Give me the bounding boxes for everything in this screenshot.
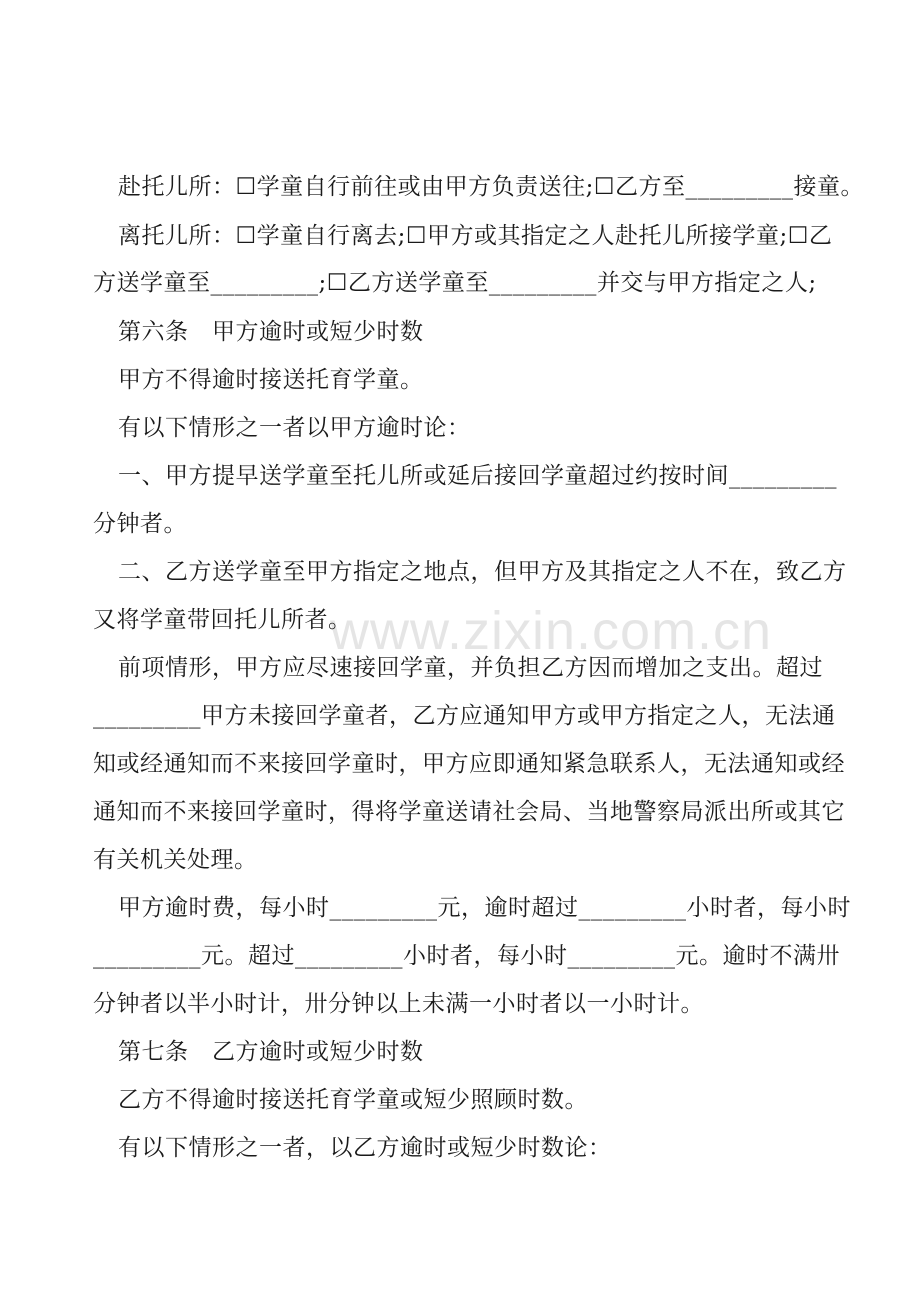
text-line: 一、甲方提早送学童至托儿所或延后接回学童超过约按时间_________ bbox=[118, 463, 837, 489]
section-heading: 第七条 乙方逾时或短少时数 bbox=[118, 1039, 424, 1065]
text-line: 又将学童带回托儿所者。 bbox=[93, 607, 352, 633]
text-line: 离托儿所：☐学童自行离去;☐甲方或其指定之人赴托儿所接学童;☐乙 bbox=[118, 223, 833, 249]
text-line: 分钟者以半小时计，卅分钟以上未满一小时者以一小时计。 bbox=[93, 991, 704, 1017]
watermark: www.zixin.com.cn bbox=[330, 601, 773, 661]
text-line: 方送学童至_________;☐乙方送学童至_________并交与甲方指定之人; bbox=[93, 270, 817, 296]
text-line: _________甲方未接回学童者，乙方应通知甲方或甲方指定之人，无法通 bbox=[93, 703, 836, 729]
text-line: _________元。超过_________小时者，每小时_________元。逾时不满卅 bbox=[93, 943, 840, 969]
text-line: 通知而不来接回学童时，得将学童送请社会局、当地警察局派出所或其它 bbox=[93, 799, 845, 825]
text-line: 赴托儿所：☐学童自行前往或由甲方负责送往;☐乙方至_________接童。 bbox=[118, 174, 864, 200]
text-line: 乙方不得逾时接送托育学童或短少照顾时数。 bbox=[118, 1087, 588, 1113]
text-line: 有关机关处理。 bbox=[93, 847, 258, 873]
text-line: 有以下情形之一者，以乙方逾时或短少时数论： bbox=[118, 1135, 612, 1161]
text-line: 甲方逾时费，每小时_________元，逾时超过_________小时者，每小时 bbox=[118, 895, 851, 921]
text-line: 有以下情形之一者以甲方逾时论： bbox=[118, 415, 471, 441]
section-heading: 第六条 甲方逾时或短少时数 bbox=[118, 319, 424, 345]
text-line: 前项情形，甲方应尽速接回学童，并负担乙方因而增加之支出。超过 bbox=[118, 655, 823, 681]
text-line: 甲方不得逾时接送托育学童。 bbox=[118, 367, 424, 393]
text-line: 二、乙方送学童至甲方指定之地点，但甲方及其指定之人不在，致乙方 bbox=[118, 559, 847, 585]
text-line: 分钟者。 bbox=[93, 511, 187, 537]
text-line: 知或经通知而不来接回学童时，甲方应即通知紧急联系人，无法通知或经 bbox=[93, 751, 845, 777]
